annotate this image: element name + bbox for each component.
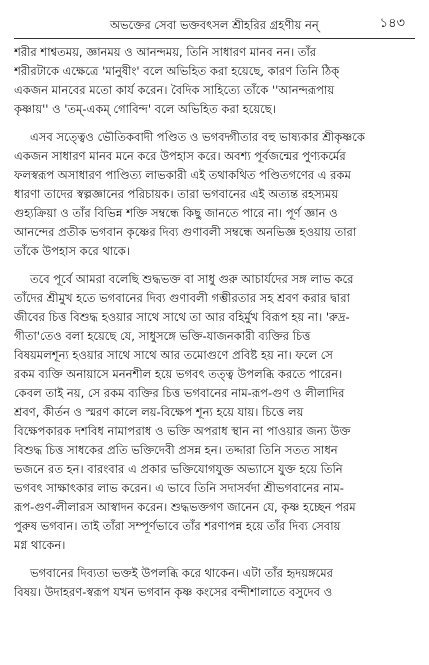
- text-line: তাঁদের শ্রীমুখ হতে ভগবানের দিব্য গুণাবলী গম্ভীরতার সহ শ্রবণ করার দ্বারা: [14, 291, 350, 305]
- text-line: বিষয়। উদাহরণ-স্বরূপ যখন ভগবান কৃষ্ণ কংসের বন্দীশালাতে বসুদেব ও: [14, 585, 333, 599]
- text-line: গীতা'তেও বলা হয়েছে যে, সাধুসঙ্গে ভক্তি-যাজনকারী ব্যক্তির চিত্ত: [14, 329, 311, 343]
- text-line: তবে পূর্বে আমরা বলেছি শুদ্ধভক্ত বা সাধু গুরু আচার্যদের সঙ্গ লাভ করে: [30, 272, 354, 286]
- text-line: শরীর শাশ্বতময়, জ্ঞানময় ও আনন্দময়, তিনি সাধারণ মানব নন। তাঁর: [14, 45, 317, 59]
- text-line: তাঁকে উপহাস করে থাকে।: [14, 244, 130, 258]
- text-line: এসব সত্ত্বেও ভৌতিকবাদী পণ্ডিত ও ভগবদ্গীতার বহু ভাষ্যকার শ্রীকৃষ্ণকে: [30, 130, 365, 144]
- text-line: ভগবানের দিব্যতা ভক্তই উপলব্ধি করে থাকেন। এটা তাঁর হৃদয়ঙ্গমের: [30, 566, 333, 580]
- text-line: রূপ-গুণ-লীলারস আস্বাদন করেন। শুদ্ধভক্তগণ জানেন যে, কৃষ্ণ হচ্ছেন পরম: [14, 500, 356, 514]
- page-header: [14, 4, 415, 39]
- text-line: বিশুদ্ধ চিত্ত সাধকের প্রতি ভক্তিদেবী প্রসন্ন হন। তদ্দারা তিনি সতত সাধন: [14, 443, 338, 457]
- text-line: ফলস্বরূপ অসাধারণ পাণ্ডিত্য লাভকারী এই তথাকথিত পণ্ডিতগণের এ রকম: [14, 168, 351, 182]
- page-number: ১৪৩: [379, 16, 405, 31]
- text-line: ভগবৎ সাক্ষাৎকার লাভ করেন। এ ভাবে তিনি সদাসর্বদা শ্রীভগবানের নাম-: [14, 481, 344, 495]
- text-line: পুরুষ ভগবান। তাই তাঁরা সম্পূর্ণভাবে তাঁর শরণাপন্ন হয়ে তাঁর দিব্য সেবায়: [14, 519, 341, 533]
- text-line: কেবল তাই নয়, সে রকম ব্যক্তির চিত্ত ভগবানের নাম-রূপ-গুণ ও লীলাদির: [14, 386, 345, 400]
- paragraph: [14, 128, 415, 261]
- paragraph: [14, 564, 415, 602]
- text-line: ধারণা তাদের স্বল্পজ্ঞানের পরিচায়ক। তারা ভগবানের এই অত্যন্ত রহস্যময়: [14, 187, 339, 201]
- text-line: জীবের চিত্ত বিশুদ্ধ হওয়ার সাথে সাথে তা আর বহির্মুখ বিরূপ হয় না। 'রুদ্র-: [14, 310, 350, 324]
- text-line: ভজনে রত হন। বারংবার এ প্রকার ভক্তিযোগযুক্ত অভ্যাসে যুক্ত হয়ে তিনি: [14, 462, 343, 476]
- text-line: একজন মানবের মতো কার্য করেন। বৈদিক সাহিত্যে তাঁকে ''আনন্দরূপায়: [14, 83, 335, 97]
- text-line: শ্রবণ, কীর্তন ও স্মরণ কালে লয়-বিক্ষেপ শূন্য হয়ে যায়। চিত্তে লয়: [14, 405, 304, 419]
- text-line: রকম ব্যক্তি অনায়াসে মননশীল হয়ে ভগবৎ তত্ত্ব উপলব্ধি করতে পারেন।: [14, 367, 343, 381]
- paragraph: [14, 43, 415, 119]
- text-line: গুহ্যক্রিয়া ও তাঁর বিভিন্ন শক্তি সম্বন্ধে কিছু জানতে পারে না। পূর্ণ জ্ঞান ও: [14, 206, 338, 220]
- paragraph: [14, 270, 415, 555]
- running-head: অভক্তের সেবা ভক্তবৎসল শ্রীহরির গ্রহণীয় নন্: [110, 18, 319, 32]
- text-line: বিক্ষেপকারক দশবিধ নামাপরাধ ও ভক্তি অপরাধ স্থান না পাওয়ার জন্য উক্ত: [14, 424, 351, 438]
- page-body: [14, 43, 415, 602]
- text-line: শরীরটাকে এক্ষেত্রে 'মানুষীং' বলে অভিহিত করা হয়েছে, কারণ তিনি ঠিক্: [14, 64, 340, 78]
- text-line: একজন সাধারণ মানব মনে করে উপহাস করে। অবশ্য পূর্বজন্মের পুণ্যকর্মের: [14, 149, 346, 163]
- text-line: আনন্দের প্রতীক ভগবান কৃষ্ণের দিব্য গুণাবলী সম্বন্ধে অনভিজ্ঞ হওয়ায় তারা: [14, 225, 357, 239]
- text-line: কৃষ্ণায়'' ও 'তম্-একম্ গোবিন্দ' বলে অভিহিত করা হয়েছে।: [14, 102, 276, 116]
- text-line: বিষয়মলশূন্য হওয়ার সাথে সাথে আর তমোগুণে প্রবিষ্ট হয় না। ফলে সে: [14, 348, 333, 362]
- text-line: মগ্ন থাকেন।: [14, 538, 66, 552]
